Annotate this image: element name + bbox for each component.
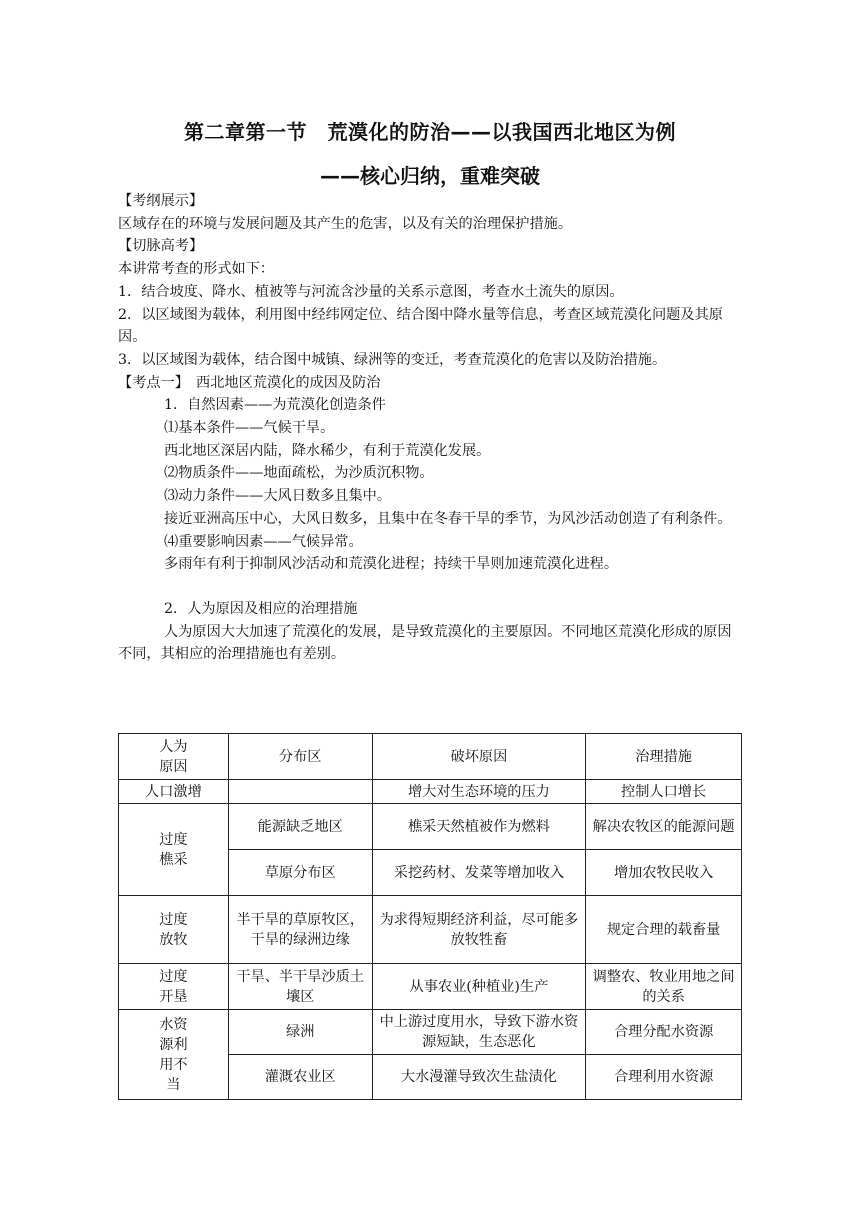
paragraph: 西北地区深居内陆，降水稀少，有利于荒漠化发展。 <box>164 442 491 459</box>
list-item: ⑴基本条件——气候干旱。 <box>164 420 335 437</box>
subheading: 2．人为原因及相应的治理措施 <box>164 600 358 617</box>
table-cell: 灌溉农业区 <box>228 1055 372 1100</box>
table-cell: 过度 开垦 <box>119 964 229 1010</box>
table-cell <box>228 780 372 804</box>
table-cell: 过度 放牧 <box>119 896 229 964</box>
table-cell: 从事农业(种植业)生产 <box>372 964 586 1010</box>
table-cell: 合理分配水资源 <box>586 1010 742 1055</box>
section-heading: 【考纲展示】 <box>118 193 204 209</box>
list-item: 2．以区域图为载体，利用图中经纬网定位、结合图中降水量等信息，考查区域荒漠化问题及其原因。 <box>118 306 723 346</box>
paragraph: 本讲常考查的形式如下： <box>118 261 275 278</box>
table-cell: 合理利用水资源 <box>586 1055 742 1100</box>
table-header-cell: 治理措施 <box>586 734 742 780</box>
paragraph: 区域存在的环境与发展问题及其产生的危害，以及有关的治理保护措施。 <box>118 215 573 232</box>
table-header-row <box>119 734 742 780</box>
human-causes-table <box>118 733 742 1100</box>
table-row <box>119 804 742 850</box>
table-header-cell: 破坏原因 <box>372 734 586 780</box>
table-cell: 半干旱的草原牧区，干旱的绿洲边缘 <box>228 896 372 964</box>
document-subtitle: ——核心归纳，重难突破 <box>320 164 540 188</box>
table-cell: 樵采天然植被作为燃料 <box>372 804 586 850</box>
list-item: 1．结合坡度、降水、植被等与河流含沙量的关系示意图，考查水土流失的原因。 <box>118 283 624 300</box>
subheading: 1．自然因素——为荒漠化创造条件 <box>164 397 386 414</box>
document-title: 第二章第一节 荒漠化的防治——以我国西北地区为例 <box>184 120 676 144</box>
paragraph: 多雨年有利于抑制风沙活动和荒漠化进程；持续干旱则加速荒漠化进程。 <box>164 556 619 573</box>
section-heading: 【切脉高考】 <box>118 238 204 255</box>
paragraph: 接近亚洲高压中心，大风日数多，且集中在冬春干旱的季节，为风沙活动创造了有利条件。 <box>164 510 732 527</box>
table-header-cell: 人为 原因 <box>119 734 229 780</box>
document-body <box>118 190 743 666</box>
table-cell: 增大对生态环境的压力 <box>372 780 586 804</box>
table-cell: 调整农、牧业用地之间的关系 <box>586 964 742 1010</box>
table-cell: 过度 樵采 <box>119 804 229 896</box>
table-cell: 大水漫灌导致次生盐渍化 <box>372 1055 586 1100</box>
list-item: ⑵物质条件——地面疏松，为沙质沉积物。 <box>164 465 434 482</box>
paragraph: 人为原因大大加速了荒漠化的发展，是导致荒漠化的主要原因。不同地区荒漠化形成的原因不同，其相应的治理措施也有差别。 <box>118 623 732 663</box>
table-header-cell: 分布区 <box>228 734 372 780</box>
table-cell: 草原分布区 <box>228 850 372 896</box>
list-item: ⑶动力条件——大风日数多且集中。 <box>164 488 392 505</box>
table-row <box>119 964 742 1010</box>
table-cell: 为求得短期经济利益，尽可能多放牧牲畜 <box>372 896 586 964</box>
table-cell: 中上游过度用水，导致下游水资源短缺，生态恶化 <box>372 1010 586 1055</box>
table-cell: 采挖药材、发菜等增加收入 <box>372 850 586 896</box>
table-cell: 控制人口增长 <box>586 780 742 804</box>
list-item: 3．以区域图为载体，结合图中城镇、绿洲等的变迁，考查荒漠化的危害以及防治措施。 <box>118 351 667 368</box>
table-cell: 增加农牧民收入 <box>586 850 742 896</box>
section-heading: 【考点一】 西北地区荒漠化的成因及防治 <box>118 374 381 391</box>
table-cell: 规定合理的载畜量 <box>586 896 742 964</box>
table-cell: 绿洲 <box>228 1010 372 1055</box>
table-row <box>119 780 742 804</box>
table-cell: 干旱、半干旱沙质土壤区 <box>228 964 372 1010</box>
table-cell: 水资 源利 用不 当 <box>119 1010 229 1100</box>
list-item: ⑷重要影响因素——气候异常。 <box>164 533 363 550</box>
table-cell: 能源缺乏地区 <box>228 804 372 850</box>
table-row <box>119 1010 742 1055</box>
table-cell: 人口激增 <box>119 780 229 804</box>
table-row <box>119 896 742 964</box>
table-cell: 解决农牧区的能源问题 <box>586 804 742 850</box>
